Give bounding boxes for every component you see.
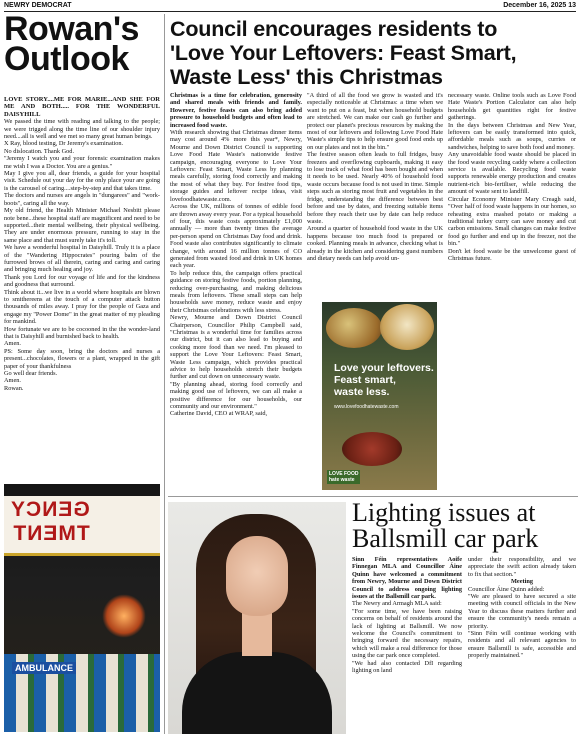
rowan-column xyxy=(4,96,160,480)
portrait-face xyxy=(226,536,288,616)
leftovers-paragraph: Circular Economy Minister Mary Creagh said, "Over half of food waste happens in our homes, so reheating extra mashed potato or making a traditional turkey curry can save money and cut carbon emissions. Small changes can make festive food go further and end up in the freezer, not the bin." xyxy=(448,195,576,248)
leftovers-paragraph: Catherine David, CEO at WRAP, said, xyxy=(170,410,268,418)
ballsmill-column-2 xyxy=(468,556,576,734)
emergency-sign-text xyxy=(10,498,90,546)
ambulance-text: AMBULANCE xyxy=(12,662,76,674)
rowan-paragraph: My old friend, the Health Minister Michael Nesbitt please note bene...these hospital staff are magnificent and need to be supported...their mental wellbeing, their physical wellbeing. They are under enormous pressure, running to stay in the same place and that must surely take it's toll. xyxy=(4,207,160,244)
ballsmill-paragraph: Councillor Áine Quinn added: xyxy=(468,585,545,593)
leftovers-paragraph: With research showing that Christmas dinner items may cost around 4% more this year*, Newry, Mourne and Down District Council is supporting Love Food Hate Waste's nationwide festive campaign, encouraging everyone to Love Your Leftovers: Feast Smart, Waste Less by planning meals carefully, storing food correctly and making the most of what they buy. For festive food tips, storage guides and leftover recipe ideas, visit lovefoodhatewaste.com. xyxy=(170,129,302,203)
portrait-neck xyxy=(242,610,272,656)
leftovers-paragraph: Don't let food waste be the unwelcome guest of Christmas future. xyxy=(448,247,576,262)
ad-slogan-line: waste less. xyxy=(334,386,390,398)
rowan-title xyxy=(4,10,160,78)
section-divider xyxy=(168,496,578,497)
rowan-kicker: LOVE STORY....ME FOR MARIE...AND SHE FOR ME AND BOTH..... FOR THE WONDERFUL DAISYHILL xyxy=(4,96,160,118)
food-image xyxy=(380,304,434,350)
date-page: December 16, 2025 13 xyxy=(503,2,576,9)
ballsmill-paragraph: Sinn Féin representatives Aoife Finnegan MLA and Councillor Áine Quinn have welcomed a commitment from Newry, Mourne and Down District Council to address ongoing lighting issues at the Ballsmill car park. xyxy=(352,556,462,601)
rowan-paragraph: Rowan. xyxy=(4,384,24,392)
rowan-paragraph: X Ray, blood testing, Dr Jeremy's examination. xyxy=(4,140,124,148)
leftovers-paragraph: Newry, Mourne and Down District Council Chairperson, Councillor Philip Campbell said, "Christmas is a wonderful time for families across our district, but it can also lead to buying and cooking more food than we need. I'm pleased to support the Love Your Leftovers: Feast Smart, Waste Less campaign, which provides practical advice to help households stretch their budgets further and cut down on unnecessary waste. xyxy=(170,314,302,381)
ballsmill-paragraph: "We had also contacted DfI regarding lighting on land xyxy=(352,659,462,675)
ballsmill-paragraph: under their responsibility, and we appreciate the swift action already taken to fix that section." xyxy=(468,556,576,578)
leftovers-paragraph: Across the UK, millions of tonnes of edible food are thrown away every year. For a typical household of four, this waste costs approximately £1,000 annually — more than twenty times the average per-person spend on Christmas Day food and drink. Food waste also contributes significantly to climate change, with around 16 million tonnes of CO generated from wasted food and drink in UK homes each year. xyxy=(170,203,302,270)
ad-logo xyxy=(327,470,360,484)
food-image xyxy=(326,308,382,348)
rowan-paragraph: "Jeremy I watch you and your forensic examination makes me wish I was a Doctor. You are a genius." xyxy=(4,155,160,170)
rowan-title-line1: Rowan's xyxy=(4,10,139,48)
ballsmill-paragraph: "Sinn Féin will continue working with residents and all relevant agencies to ensure Ballsmill is safe, accessible and properly maintained." xyxy=(468,630,576,660)
paper-name: NEWRY DEMOCRAT xyxy=(4,2,72,9)
ad-slogan-line: Love your leftovers. xyxy=(334,362,434,374)
hospital-photo xyxy=(4,484,160,732)
ballsmill-paragraph: "We are pleased to have secured a site meeting with council officials in the New Year to discuss these matters further and ensure the community's needs remain a priority. xyxy=(468,593,576,630)
meeting-subhead: Meeting xyxy=(510,578,534,586)
leftovers-column-1 xyxy=(170,92,302,492)
rowan-paragraph: The doctors and nurses are angels in "dungarees" and "work-boots", caring all the way. xyxy=(4,192,160,207)
rowan-paragraph: Think about it...we live in a world where hospitals are blown to smithereens at the touch of a computer attack button thousands of miles away. I pray for the people of Gaza and engage my "Power Dome" in the great matter of my pleading for mankind. xyxy=(4,288,160,326)
rowan-paragraph: Go well dear friends. xyxy=(4,370,58,378)
portrait-body xyxy=(182,652,332,734)
ad-url: www.lovefoodhatewaste.com xyxy=(334,404,399,410)
leftovers-paragraph: Christmas is a time for celebration, generosity and shared meals with friends and family. However, festive feasts can also bring added pressure to household budgets and often lead to increased food waste. xyxy=(170,92,302,129)
rowan-paragraph: We passed the time with reading and talking to the people; we were trigged along the time line of our shoulder injury need....all is well and we met so many great human beings. xyxy=(4,118,160,141)
column-divider xyxy=(164,14,165,734)
leftovers-paragraph: "A third of all the food we grow is wasted and it's especially noticeable at Christmas: a time when we want to put on a feast, but when household budgets are stretched. We can make our cash go further and protect our planet's precious resources by making the most of our leftovers and following Love Food Hate Waste's simple tips to help ensure good food ends up on our plates and not in the bin." xyxy=(307,92,443,151)
love-food-hate-waste-ad xyxy=(322,302,437,490)
ad-slogan xyxy=(334,362,434,398)
leftovers-paragraph: Any unavoidable food waste should be placed in the food waste recycling caddy where a collection service is available. Recycling food waste supports renewable energy production and creates nutrient-rich bio-fertiliser, while reducing the amount of waste sent to landfill. xyxy=(448,151,576,196)
leftovers-headline xyxy=(170,17,578,89)
rowan-paragraph: PS: Some day soon, bring the doctors and nurses a present...chocolates, flowers or a plant, wrapped in the gift paper of your thankfulness xyxy=(4,347,160,370)
leftovers-headline-line2: 'Love Your Leftovers: Feast Smart, xyxy=(170,41,517,65)
leftovers-paragraph: In the days between Christmas and New Year, leftovers can be easily transformed into quick, affordable meals such as soups, curries or sandwiches, helping to save both food and money. xyxy=(448,121,576,151)
leftovers-paragraph: necessary waste. Online tools such as Love Food Hate Waste's Portion Calculator can also help households get quantities right for festive gatherings. xyxy=(448,92,576,122)
leftovers-paragraph: The festive season often leads to full fridges, busy freezers and overflowing cupboards, making it easy to lose track of what food has been bought and when it needs to be used. Nearly 40% of household food waste occurs because food is not used in time. Simple steps such as storing most fruit and vegetables in the fridge, understanding the difference between best before and use by dates, and freezing suitable items before they reach their use by date can help reduce waste. xyxy=(307,151,443,225)
rowan-paragraph: How fortunate we are to be cocooned in the the wonder-land that is Daisyhill and burnished back to health. xyxy=(4,325,160,340)
ad-logo-line: LOVE FOOD xyxy=(329,471,359,477)
leftovers-headline-line3: Waste Less' this Christmas xyxy=(170,65,443,89)
rowan-paragraph: Amen. xyxy=(4,377,21,385)
ad-logo-line: hate waste xyxy=(329,477,355,483)
rowan-paragraph: May I give you all, dear friends, a guide for your hospital visit. Schedule out your day for the only place your are going is the carousel of caring....step-by-step and that takes time. xyxy=(4,170,160,192)
rowan-title-line2: Outlook xyxy=(4,40,129,78)
ballsmill-headline xyxy=(352,500,578,552)
rowan-paragraph: Amen. xyxy=(4,340,21,348)
leftovers-paragraph: Around a quarter of household food waste in the UK happens because too much food is prepared or cooked. Planning meals in advance, checking what is already in the kitchen and considering guest numbers and dietary needs can help avoid un- xyxy=(307,225,443,262)
light-glow xyxy=(102,594,146,638)
ballsmill-paragraph: "For some time, we have been raising concerns on behalf of residents around the lack of lighting at Ballsmill. We now welcome the Council's commitment to bringing forward the necessary repairs, which will make a real difference for those using the car park once completed. xyxy=(352,607,462,660)
ballsmill-headline-line1: Lighting issues at xyxy=(352,498,536,527)
ballsmill-paragraph: The Newry and Armagh MLA said: xyxy=(352,600,442,608)
sign-line: GENCY xyxy=(10,498,90,521)
ballsmill-column-1 xyxy=(352,556,462,734)
rowan-paragraph: No dislocation. Thank God. xyxy=(4,147,75,155)
portrait-photo xyxy=(168,502,346,734)
leftovers-headline-line1: Council encourages residents to xyxy=(170,17,498,41)
sign-line: TMENT xyxy=(12,522,90,545)
leftovers-column-3 xyxy=(448,92,576,492)
leftovers-column-2 xyxy=(307,92,443,298)
ad-slogan-line: Feast smart, xyxy=(334,374,396,386)
rowan-paragraph: Thank you Lord for our voyage of life and for the kindness and goodness that surround. xyxy=(4,273,160,289)
food-image xyxy=(342,432,402,466)
ballsmill-headline-line2: Ballsmill car park xyxy=(352,524,539,553)
leftovers-paragraph: "By planning ahead, storing food correctly and making good use of leftovers, we can all make a positive difference for our households, our community and our environment." xyxy=(170,380,302,411)
rowan-paragraph: We have a wonderful hospital in Daisyhill. Truly it is a place of the "Wandering Hippocrates" pouring balm of the furrowed brows of all therein, caring and caring and caring and bringing much healing and joy. xyxy=(4,244,160,274)
leftovers-paragraph: To help reduce this, the campaign offers practical guidance on storing festive foods, portion planning, reducing over-purchasing, and making delicious meals from leftovers. These small steps can help households save money, reduce waste and enjoy their Christmas celebrations with less stress. xyxy=(170,269,302,314)
